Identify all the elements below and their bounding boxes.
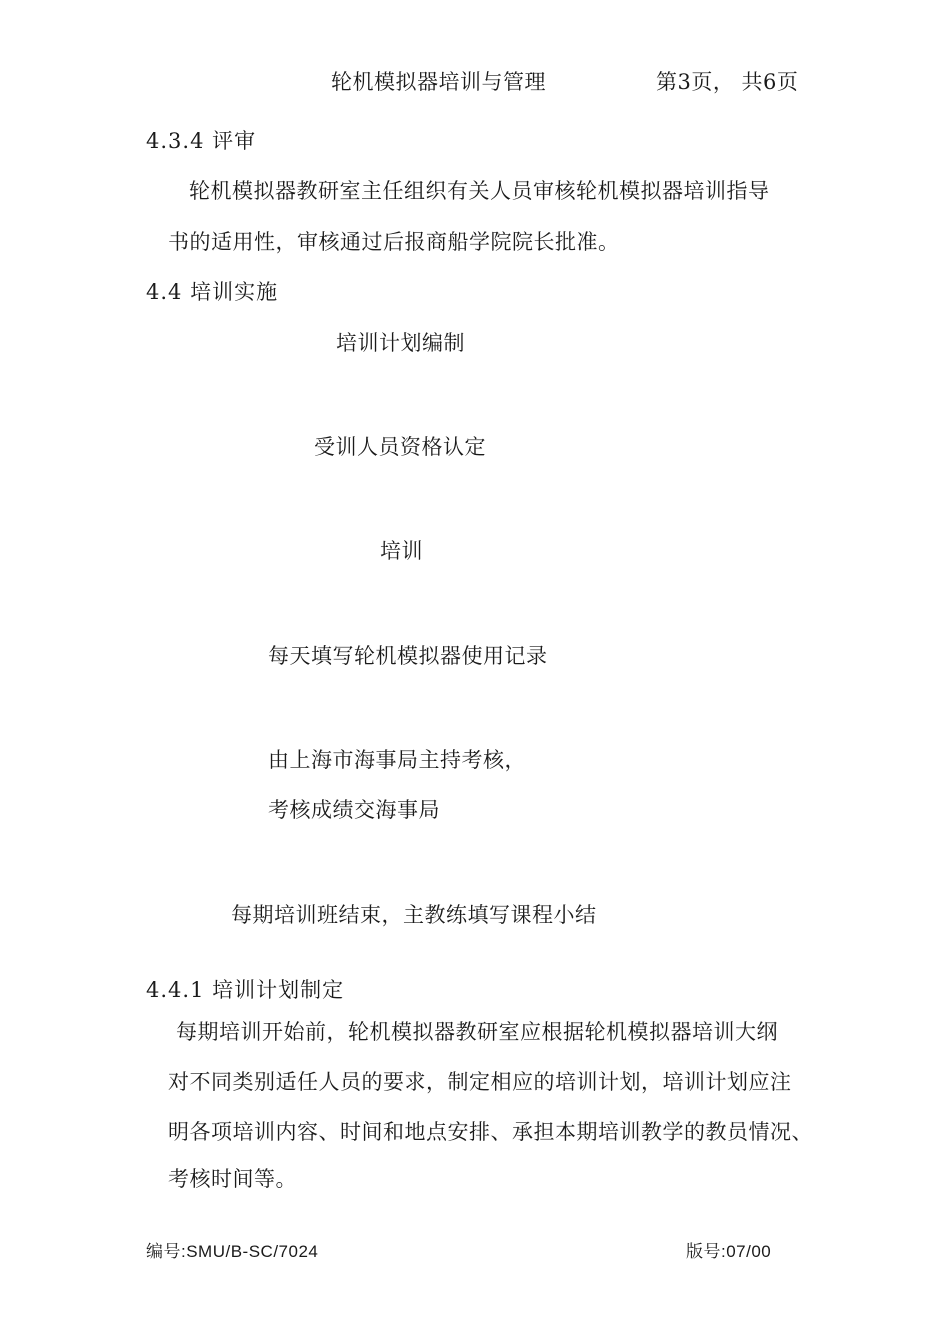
section-4-3-4-paragraph-line-2: 书的适用性，审核通过后报商船学院院长批准。 <box>168 230 620 254</box>
footer-version-number: 版号:07/00 <box>686 1242 772 1261</box>
flow-step-usage-record: 每天填写轮机模拟器使用记录 <box>268 644 548 668</box>
flow-step-assessment-line-1: 由上海市海事局主持考核， <box>268 748 526 772</box>
section-4-4-1-paragraph-line-1: 每期培训开始前，轮机模拟器教研室应根据轮机模拟器培训大纲 <box>176 1020 778 1044</box>
section-heading-4-3-4: 4.3.4 评审 <box>146 129 257 153</box>
section-4-3-4-paragraph-line-1: 轮机模拟器教研室主任组织有关人员审核轮机模拟器培训指导 <box>189 179 770 203</box>
document-title: 轮机模拟器培训与管理 <box>331 70 546 94</box>
section-heading-4-4-1: 4.4.1 培训计划制定 <box>146 978 345 1002</box>
flow-step-plan: 培训计划编制 <box>336 331 465 355</box>
flow-step-qualification: 受训人员资格认定 <box>314 435 486 459</box>
flow-step-assessment-line-2: 考核成绩交海事局 <box>268 798 440 822</box>
flow-step-training: 培训 <box>380 539 423 563</box>
section-heading-4-4: 4.4 培训实施 <box>146 280 279 304</box>
section-4-4-1-paragraph-line-3: 明各项培训内容、时间和地点安排、承担本期培训教学的教员情况、 <box>168 1120 813 1144</box>
flow-step-course-summary: 每期培训班结束，主教练填写课程小结 <box>231 903 597 927</box>
page-indicator: 第3页， 共6页 <box>656 70 799 94</box>
section-4-4-1-paragraph-line-2: 对不同类别适任人员的要求，制定相应的培训计划，培训计划应注 <box>168 1070 792 1094</box>
section-4-4-1-paragraph-line-4: 考核时间等。 <box>168 1167 297 1191</box>
footer-document-number: 编号:SMU/B-SC/7024 <box>146 1242 319 1261</box>
